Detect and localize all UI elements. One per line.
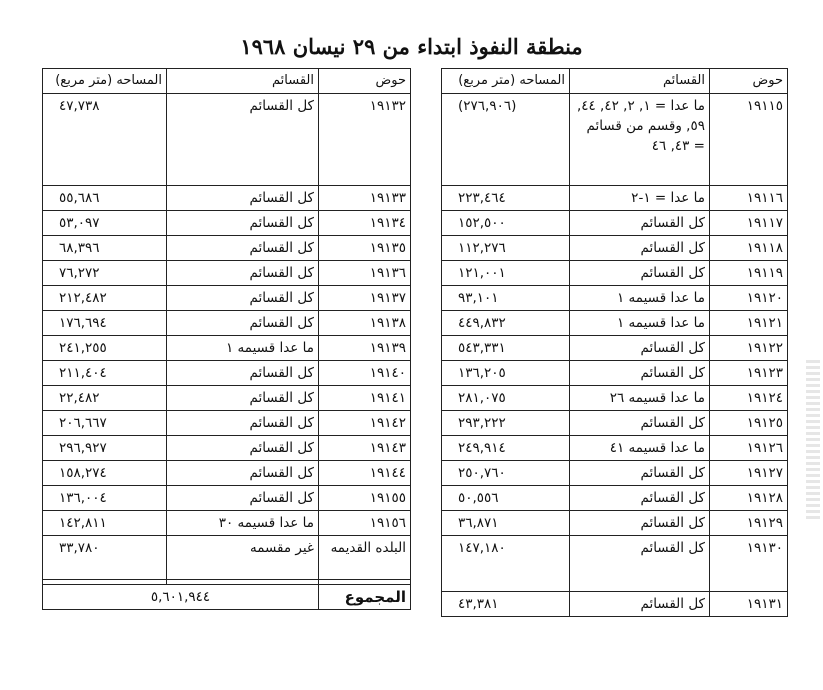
total-value: ٥,٦٠١,٩٤٤	[43, 585, 319, 610]
total-row	[43, 585, 411, 610]
header-plots: القسائم	[167, 69, 319, 94]
area-cell: ١٧٦,٦٩٤	[43, 311, 167, 336]
plots-cell: كل القسائم	[167, 386, 319, 411]
plots-cell: كل القسائم	[570, 361, 710, 386]
basin-cell: ١٩١٢٥	[710, 411, 788, 436]
plots-cell: كل القسائم	[167, 461, 319, 486]
plots-cell: كل القسائم	[570, 261, 710, 286]
basin-cell: ١٩١٣٤	[319, 211, 411, 236]
plots-cell: كل القسائم	[167, 361, 319, 386]
basins-table-left	[42, 68, 411, 610]
header-area: المساحه (متر مربع)	[43, 69, 167, 94]
table-row	[43, 286, 411, 311]
basin-cell: ١٩١٢١	[710, 311, 788, 336]
area-cell: ٧٦,٢٧٢	[43, 261, 167, 286]
table-row	[442, 286, 788, 311]
basin-cell: ١٩١٤٣	[319, 436, 411, 461]
plots-cell: كل القسائم	[167, 261, 319, 286]
table-header	[442, 69, 788, 94]
scan-edge-mark	[806, 360, 820, 520]
basin-cell: ١٩١٢٩	[710, 511, 788, 536]
area-cell: ١١٢,٢٧٦	[442, 236, 570, 261]
table-header	[43, 69, 411, 94]
area-cell: ١٤٢,٨١١	[43, 511, 167, 536]
basin-cell: ١٩١١٥	[710, 94, 788, 186]
total-label: المجموع	[319, 585, 411, 610]
table-row	[43, 486, 411, 511]
plots-cell: كل القسائم	[167, 94, 319, 186]
basin-cell: ١٩١٥٦	[319, 511, 411, 536]
table-row	[43, 94, 411, 186]
plots-cell: ما عدا قسيمه ١	[167, 336, 319, 361]
table-row	[43, 311, 411, 336]
plots-cell: ما عدا قسيمه ١	[570, 286, 710, 311]
header-basin: حوض	[710, 69, 788, 94]
plots-cell: كل القسائم	[167, 236, 319, 261]
table-row	[442, 236, 788, 261]
area-cell: ٢٠٦,٦٦٧	[43, 411, 167, 436]
plots-cell: كل القسائم	[167, 186, 319, 211]
area-cell: ١٥٨,٢٧٤	[43, 461, 167, 486]
area-cell: ٤٧,٧٣٨	[43, 94, 167, 186]
plots-cell: ما عدا قسيمه ٣٠	[167, 511, 319, 536]
plots-cell: غير مقسمه	[167, 536, 319, 580]
area-cell: ٥٥,٦٨٦	[43, 186, 167, 211]
area-cell: ٣٣,٧٨٠	[43, 536, 167, 580]
table-row	[442, 336, 788, 361]
table-row	[442, 592, 788, 617]
table-row	[43, 236, 411, 261]
area-cell: ٢٨١,٠٧٥	[442, 386, 570, 411]
table-row	[43, 411, 411, 436]
table-row	[442, 536, 788, 592]
basin-cell: ١٩١٢٠	[710, 286, 788, 311]
table-row	[442, 486, 788, 511]
table-row	[43, 461, 411, 486]
area-cell: ١٤٧,١٨٠	[442, 536, 570, 592]
header-plots: القسائم	[570, 69, 710, 94]
table-row	[442, 461, 788, 486]
plots-cell: كل القسائم	[570, 511, 710, 536]
table-row	[442, 186, 788, 211]
area-cell: ٢٤١,٢٥٥	[43, 336, 167, 361]
basin-cell: ١٩١٣٠	[710, 536, 788, 592]
table-row	[442, 211, 788, 236]
area-cell: ٢١٢,٤٨٢	[43, 286, 167, 311]
plots-cell: كل القسائم	[570, 211, 710, 236]
area-cell: ٢٢,٤٨٢	[43, 386, 167, 411]
basin-cell: ١٩١٥٥	[319, 486, 411, 511]
basin-cell: ١٩١٤٢	[319, 411, 411, 436]
area-cell: ١٣٦,٠٠٤	[43, 486, 167, 511]
plots-cell: كل القسائم	[570, 486, 710, 511]
area-cell: ٤٣,٣٨١	[442, 592, 570, 617]
basin-cell: ١٩١٣٧	[319, 286, 411, 311]
area-cell: ٢٥٠,٧٦٠	[442, 461, 570, 486]
basin-cell: ١٩١١٧	[710, 211, 788, 236]
table-row	[43, 211, 411, 236]
plots-cell: ما عدا قسيمه ٢٦	[570, 386, 710, 411]
area-cell: ٥٠,٥٥٦	[442, 486, 570, 511]
table-row	[43, 186, 411, 211]
table-row	[43, 361, 411, 386]
basin-cell: ١٩١٣١	[710, 592, 788, 617]
basin-cell: ١٩١٢٧	[710, 461, 788, 486]
plots-cell: كل القسائم	[570, 536, 710, 592]
table-row	[442, 361, 788, 386]
table-row	[442, 261, 788, 286]
table-row	[442, 436, 788, 461]
basin-cell: ١٩١٣٣	[319, 186, 411, 211]
basin-cell: ١٩١٤١	[319, 386, 411, 411]
plots-cell: ما عدا قسيمه ١	[570, 311, 710, 336]
area-cell: ٩٣,١٠١	[442, 286, 570, 311]
plots-cell: ما عدا = ١-٢	[570, 186, 710, 211]
basin-cell: ١٩١١٦	[710, 186, 788, 211]
table-row	[43, 261, 411, 286]
table-row	[442, 94, 788, 186]
basin-cell: ١٩١٤٤	[319, 461, 411, 486]
table-row	[442, 386, 788, 411]
basin-cell: ١٩١٣٥	[319, 236, 411, 261]
area-cell: ٥٣,٠٩٧	[43, 211, 167, 236]
basin-cell: ١٩١٤٠	[319, 361, 411, 386]
basin-cell: ١٩١٢٨	[710, 486, 788, 511]
basin-cell: ١٩١٢٣	[710, 361, 788, 386]
area-cell: ٤٤٩,٨٣٢	[442, 311, 570, 336]
table-row	[442, 511, 788, 536]
area-cell: ٢٢٣,٤٦٤	[442, 186, 570, 211]
table-row	[43, 536, 411, 580]
area-cell: (٢٧٦,٩٠٦)	[442, 94, 570, 186]
basin-cell: ١٩١٣٩	[319, 336, 411, 361]
plots-cell: كل القسائم	[167, 411, 319, 436]
basin-cell: ١٩١١٨	[710, 236, 788, 261]
plots-cell: ما عدا قسيمه ٤١	[570, 436, 710, 461]
area-cell: ٢١١,٤٠٤	[43, 361, 167, 386]
basin-cell: ١٩١٢٦	[710, 436, 788, 461]
header-basin: حوض	[319, 69, 411, 94]
area-cell: ٥٤٣,٣٣١	[442, 336, 570, 361]
table-row	[43, 336, 411, 361]
plots-cell: كل القسائم	[167, 311, 319, 336]
plots-cell: كل القسائم	[167, 436, 319, 461]
basin-cell: البلده القديمه	[319, 536, 411, 580]
table-row	[43, 436, 411, 461]
plots-cell: كل القسائم	[570, 461, 710, 486]
area-cell: ٢٩٣,٢٢٢	[442, 411, 570, 436]
table-row	[43, 386, 411, 411]
basins-table-right	[441, 68, 788, 617]
page-title: منطقة النفوذ ابتداء من ٢٩ نيسان ١٩٦٨	[240, 34, 583, 59]
table-row	[442, 311, 788, 336]
plots-cell: ما عدا = ١, ٢, ٤٢, ٤٤, ٥٩, وقسم من قسائم = ٤٣, ٤٦	[570, 94, 710, 186]
area-cell: ٢٩٦,٩٢٧	[43, 436, 167, 461]
basin-cell: ١٩١١٩	[710, 261, 788, 286]
basin-cell: ١٩١٢٢	[710, 336, 788, 361]
area-cell: ٢٤٩,٩١٤	[442, 436, 570, 461]
area-cell: ١٥٢,٥٠٠	[442, 211, 570, 236]
plots-cell: كل القسائم	[570, 236, 710, 261]
table-row	[442, 411, 788, 436]
plots-cell: كل القسائم	[570, 411, 710, 436]
basin-cell: ١٩١٢٤	[710, 386, 788, 411]
area-cell: ١٣٦,٢٠٥	[442, 361, 570, 386]
table-row	[43, 511, 411, 536]
area-cell: ١٢١,٠٠١	[442, 261, 570, 286]
basin-cell: ١٩١٣٦	[319, 261, 411, 286]
area-cell: ٦٨,٣٩٦	[43, 236, 167, 261]
basin-cell: ١٩١٣٨	[319, 311, 411, 336]
basin-cell: ١٩١٣٢	[319, 94, 411, 186]
header-area: المساحه (متر مربع)	[442, 69, 570, 94]
area-cell: ٣٦,٨٧١	[442, 511, 570, 536]
plots-cell: كل القسائم	[570, 592, 710, 617]
plots-cell: كل القسائم	[167, 286, 319, 311]
plots-cell: كل القسائم	[167, 211, 319, 236]
plots-cell: كل القسائم	[167, 486, 319, 511]
plots-cell: كل القسائم	[570, 336, 710, 361]
